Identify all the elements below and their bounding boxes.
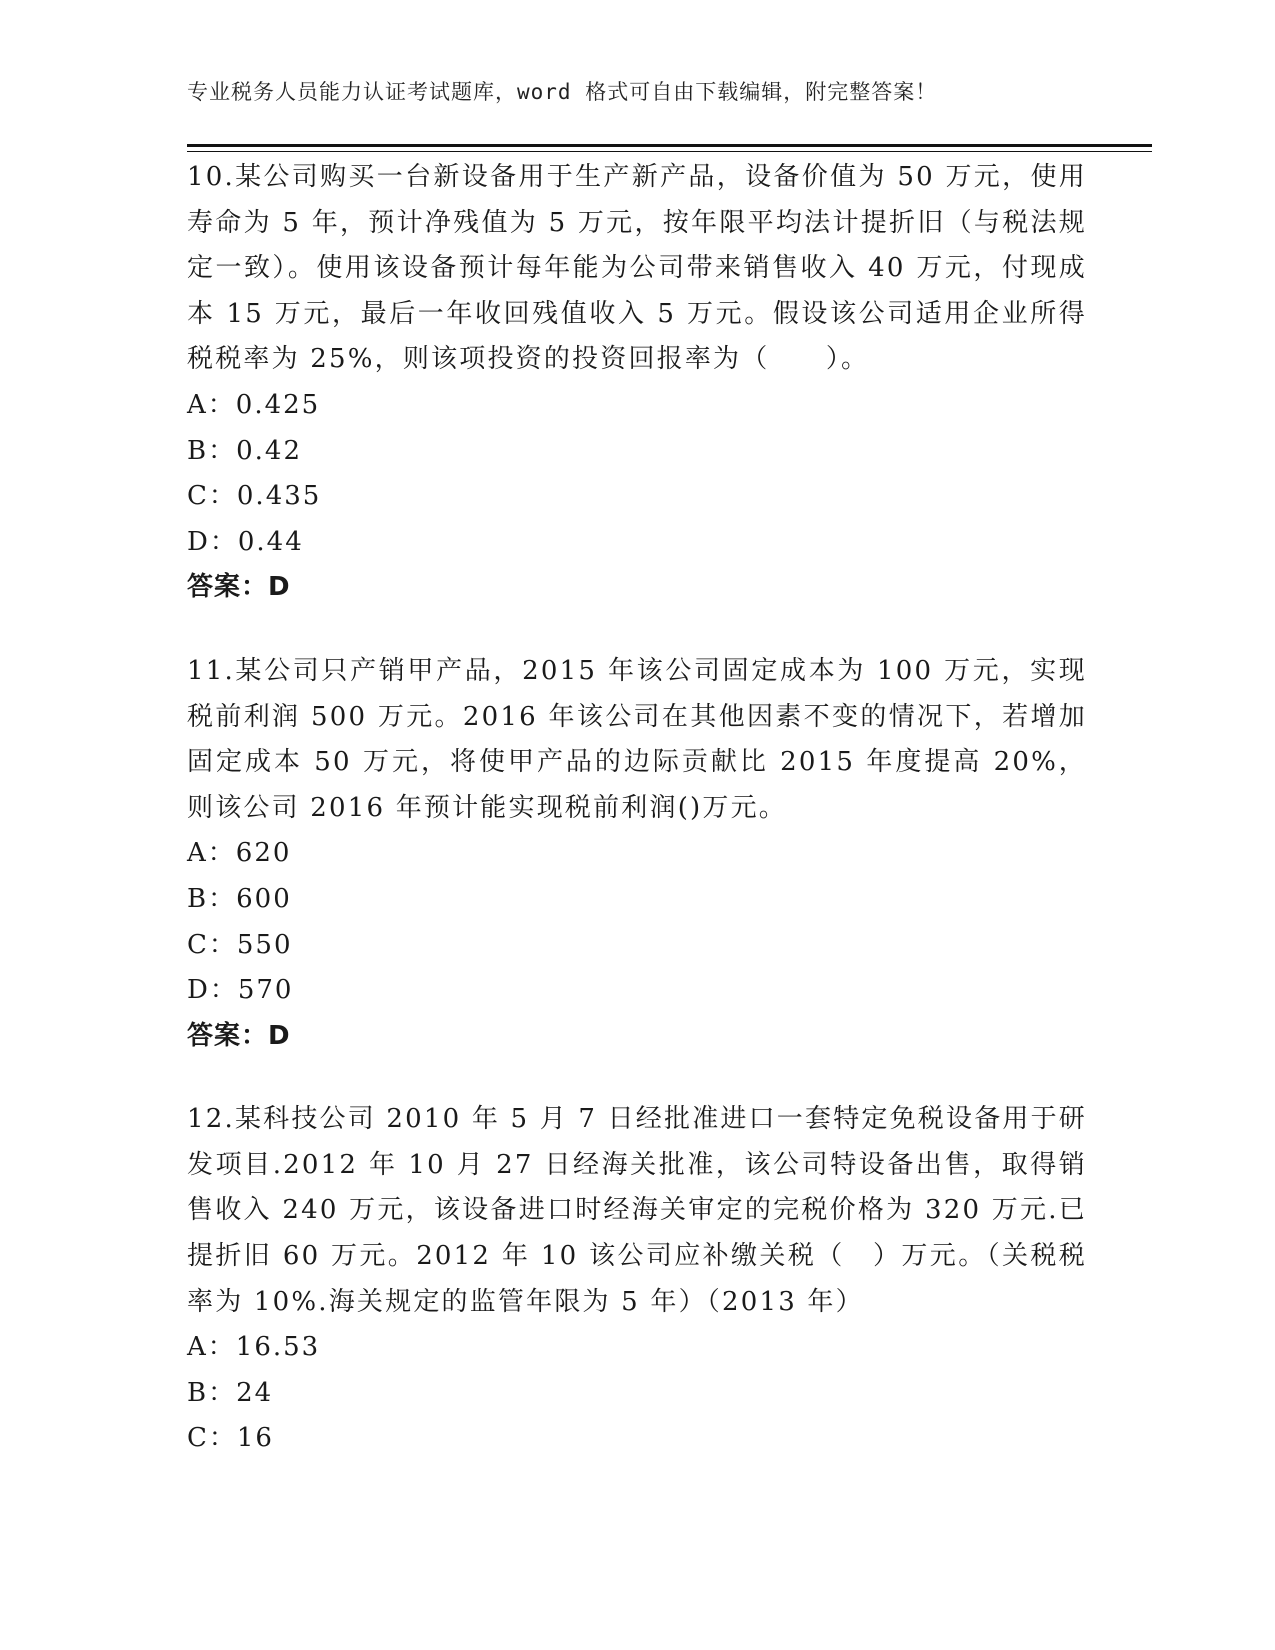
option-a: A：0.425 <box>187 389 321 420</box>
option-c: C：16 <box>187 1423 274 1454</box>
question-stem: 10.某公司购买一台新设备用于生产新产品，设备价值为 50 万元，使用寿命为 5 年，预计净残值为 5 万元，按年限平均法计提折旧（与税法规定一致）。使用该设备预计每年能为公司带来销售收入 40 万元，付现成本 15 万元，最后一年收回残值收入 5 万元。假设该公司适用企业所得税税率为 25%，则该项投资的投资回报率为（ ）。 <box>187 162 1087 375</box>
option-a: A：16.53 <box>187 1332 321 1363</box>
answer-label: 答案：D <box>187 572 291 603</box>
question-list <box>187 155 1087 1484</box>
option-list <box>187 1325 1087 1462</box>
option-c: C：0.435 <box>187 481 322 512</box>
option-a: A：620 <box>187 838 292 869</box>
option-d: D：0.44 <box>187 526 304 557</box>
option-list <box>187 383 1087 565</box>
question-stem: 11.某公司只产销甲产品，2015 年该公司固定成本为 100 万元，实现税前利润 500 万元。2016 年该公司在其他因素不变的情况下，若增加固定成本 50 万元，将使甲产品的边际贡献比 2015 年度提高 20%，则该公司 2016 年预计能实现税前利润()万元。 <box>187 655 1087 823</box>
option-list <box>187 831 1087 1013</box>
question-stem: 12.某科技公司 2010 年 5 月 7 日经批准进口一套特定免税设备用于研发项目.2012 年 10 月 27 日经海关批准，该公司特设备出售，取得销售收入 240 万元，该设备进口时经海关审定的完税价格为 320 万元.已提折旧 60 万元。2012 年 10 该公司应补缴关税（ ）万元。（关税税率为 10%.海关规定的监管年限为 5 年）（2013 年） <box>187 1104 1087 1317</box>
option-c: C：550 <box>187 929 293 960</box>
question-12 <box>187 1097 1087 1462</box>
option-b: B：600 <box>187 883 292 914</box>
answer-label: 答案：D <box>187 1020 291 1051</box>
question-11 <box>187 649 1087 1059</box>
header-rule-thick <box>187 144 1152 147</box>
header-rule-thin <box>187 151 1152 152</box>
option-b: B：0.42 <box>187 435 302 466</box>
option-b: B：24 <box>187 1377 274 1408</box>
page-header: 专业税务人员能力认证考试题库，word 格式可自由下载编辑，附完整答案！ <box>187 80 938 104</box>
question-10 <box>187 155 1087 611</box>
option-d: D：570 <box>187 975 294 1006</box>
